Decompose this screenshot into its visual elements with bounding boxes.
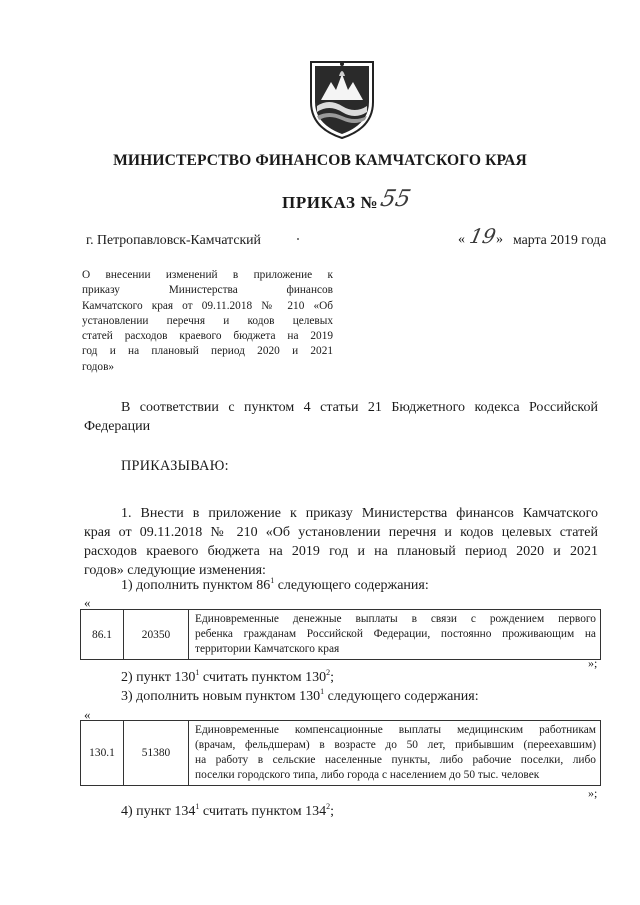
quote-close-1: »; xyxy=(588,656,598,670)
place: г. Петропавловск-Камчатский xyxy=(86,232,261,247)
subject-line: О внесении изменений в приложение к xyxy=(82,269,333,281)
order-number-handwritten: 55 xyxy=(378,186,414,212)
subitem-4: 4) пункт $134^1$ считать пунктом $134^2$; xyxy=(121,802,335,819)
point-1-paragraph xyxy=(84,504,598,580)
table-row xyxy=(81,610,601,660)
quote-close-2: »; xyxy=(588,786,598,800)
subject-line: годов» xyxy=(82,360,115,373)
subject-line: год и на плановый период 2020 и 2021 xyxy=(82,345,333,358)
subitem-3: 3) дополнить новым пунктом $130^1$ следующего содержания: xyxy=(121,687,479,704)
item-code: 20350 xyxy=(124,610,189,660)
basis-line: В соответствии с пунктом 4 статьи 21 Бюджетного кодекса Российской xyxy=(121,400,598,415)
date-quote-close: » xyxy=(496,232,503,247)
point-1-line: 1. Внести в приложение к приказу Министерства финансов Камчатского xyxy=(121,506,598,521)
code-table-1 xyxy=(80,609,601,660)
item-code: 51380 xyxy=(124,721,189,786)
ministry-title: МИНИСТЕРСТВО ФИНАНСОВ КАМЧАТСКОГО КРАЯ xyxy=(113,152,527,169)
prikazyvayu-heading: ПРИКАЗЫВАЮ: xyxy=(121,458,229,474)
table-row xyxy=(81,721,601,786)
quote-open-2: « xyxy=(84,707,91,722)
date-quote-open: « xyxy=(458,232,465,247)
subitem-1: 1) дополнить пунктом $86^1$ следующего содержания: xyxy=(121,576,429,593)
subject-line: установлении перечня и кодов целевых xyxy=(82,314,333,327)
point-1-line: годов» следующие изменения: xyxy=(84,563,266,578)
basis-line: Федерации xyxy=(84,419,151,434)
subject-line: приказу Министерства финансов xyxy=(82,284,333,297)
basis-paragraph xyxy=(84,398,598,436)
order-title: ПРИКАЗ № xyxy=(282,193,379,212)
scan-speck xyxy=(297,238,299,240)
point-1-line: края от 09.11.2018 № 210 «Об установлении перечня и кодов целевых статей xyxy=(84,525,598,540)
item-description: Единовременные денежные выплаты в связи с рождением первого ребенка гражданам Российской Федерации, постоянно проживающим на территории Камчатского края xyxy=(189,610,601,660)
date-month-year: марта 2019 года xyxy=(513,232,607,247)
date-day-handwritten: 19 xyxy=(467,224,499,248)
item-number: 130.1 xyxy=(81,721,124,786)
subject-line: Камчатского края от 09.11.2018 № 210 «Об xyxy=(82,299,333,312)
subject-line: статей расходов краевого бюджета на 2019 xyxy=(82,330,333,343)
code-table-2 xyxy=(80,720,601,786)
subitem-2: 2) пункт $130^1$ считать пунктом $130^2$; xyxy=(121,668,335,685)
quote-open-1: « xyxy=(84,595,91,610)
item-number: 86.1 xyxy=(81,610,124,660)
order-subject xyxy=(82,268,333,375)
kamchatka-coat-of-arms-icon xyxy=(303,58,381,142)
point-1-line: расходов краевого бюджета на 2019 год и на плановый период 2020 и 2021 xyxy=(84,544,598,559)
item-description: Единовременные компенсационные выплаты медицинским работникам (врачам, фельдшерам) в возрасте до 50 лет, прибывшим (переехавшим) на работу в сельские населенные пункты, либо рабочие поселки, либо поселки городского типа, либо города с населением до 50 тыс. человек xyxy=(189,721,601,786)
